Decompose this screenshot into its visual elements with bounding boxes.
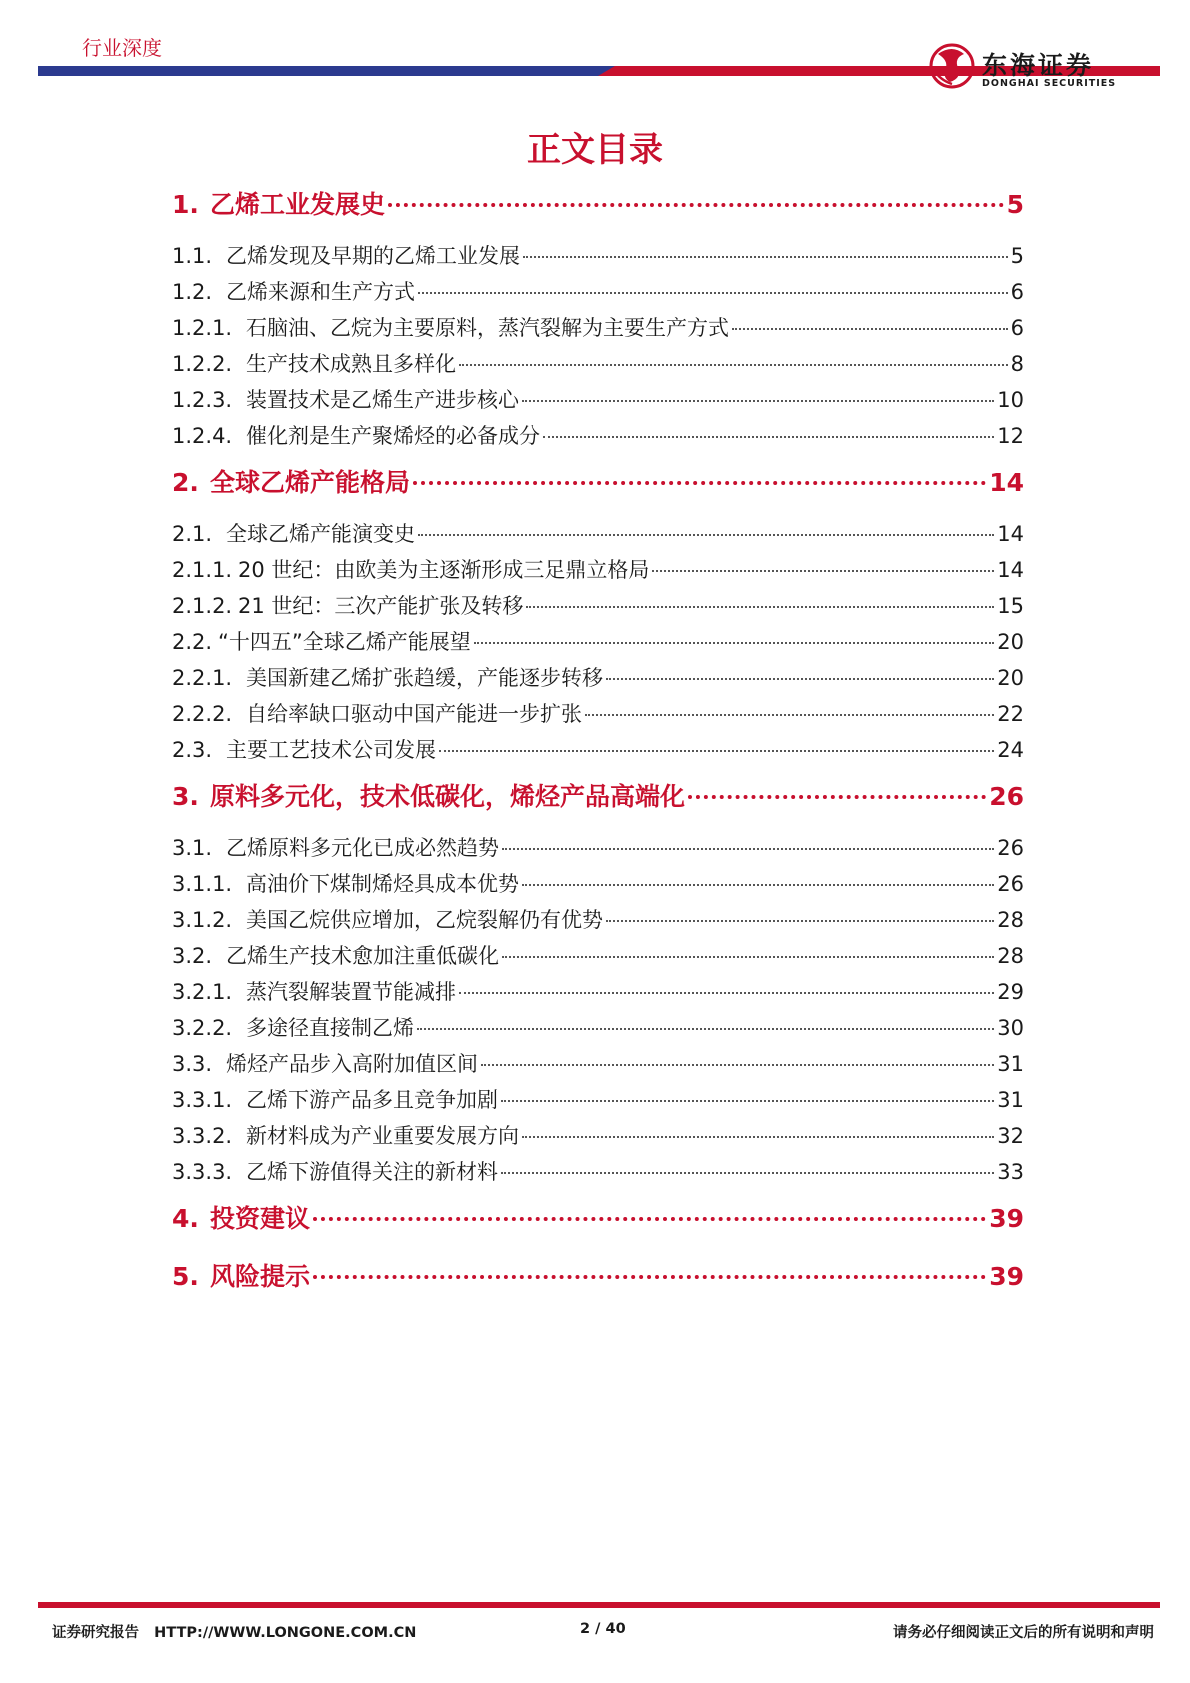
toc-leader: [313, 1275, 986, 1279]
toc-page: 6: [1010, 280, 1024, 304]
toc-label: 主要工艺技术公司发展: [226, 738, 436, 762]
toc-page: 10: [997, 388, 1024, 412]
toc-leader: [543, 436, 994, 438]
toc-label: 蒸汽裂解装置节能减排: [246, 980, 456, 1004]
toc-number: 3.3.3.: [172, 1160, 233, 1184]
toc-entry[interactable]: [172, 696, 1024, 732]
toc-leader: [501, 1172, 994, 1174]
toc-entry[interactable]: [172, 1082, 1024, 1118]
toc-number: 1.2.3.: [172, 388, 233, 412]
toc-label: 乙烯发现及早期的乙烯工业发展: [226, 244, 520, 268]
toc-label: 乙烯工业发展史: [210, 190, 386, 219]
toc-label: 乙烯下游产品多且竞争加剧: [246, 1088, 498, 1112]
toc-entry[interactable]: [172, 1154, 1024, 1190]
toc-leader: [522, 400, 994, 402]
toc-page: 28: [997, 908, 1024, 932]
toc-leader: [522, 884, 994, 886]
toc-leader: [501, 1100, 994, 1102]
toc-number: 3.2.2.: [172, 1016, 233, 1040]
toc-number: 2.1.2.: [172, 594, 233, 618]
toc-label: 全球乙烯产能演变史: [226, 522, 415, 546]
toc-label: 催化剂是生产聚烯烃的必备成分: [246, 424, 540, 448]
toc-number: 4.: [172, 1204, 199, 1233]
toc-page: 6: [1010, 316, 1024, 340]
toc-label: 新材料成为产业重要发展方向: [246, 1124, 519, 1148]
toc-label: 20 世纪：由欧美为主逐渐形成三足鼎立格局: [238, 558, 650, 582]
brand-name-cn: 东海证券: [982, 51, 1095, 80]
toc-page: 33: [997, 1160, 1024, 1184]
toc-leader: [388, 203, 1004, 207]
toc-number: 2.2.1.: [172, 666, 233, 690]
toc-label: 多途径直接制乙烯: [246, 1016, 414, 1040]
toc-entry[interactable]: [172, 660, 1024, 696]
toc-entry[interactable]: [172, 552, 1024, 588]
toc-page: 28: [997, 944, 1024, 968]
toc-page: 5: [1010, 244, 1024, 268]
toc-label: 美国新建乙烯扩张趋缓，产能逐步转移: [246, 666, 603, 690]
toc-page: 14: [989, 468, 1024, 497]
toc-page: 22: [997, 702, 1024, 726]
footer-disclaimer: 请务必仔细阅读正文后的所有说明和声明: [893, 1625, 1154, 1641]
toc-label: 自给率缺口驱动中国产能进一步扩张: [246, 702, 582, 726]
toc-entry[interactable]: [172, 1248, 1024, 1306]
toc-page: 31: [997, 1088, 1024, 1112]
toc-number: 1.2.2.: [172, 352, 233, 376]
toc-leader: [606, 920, 994, 922]
toc-leader: [652, 570, 994, 572]
toc-page: 26: [997, 836, 1024, 860]
toc-label: 乙烯下游值得关注的新材料: [246, 1160, 498, 1184]
toc-label: 乙烯生产技术愈加注重低碳化: [226, 944, 499, 968]
toc-entry[interactable]: [172, 624, 1024, 660]
toc-page: 31: [997, 1052, 1024, 1076]
toc-entry[interactable]: [172, 382, 1024, 418]
toc-entry[interactable]: [172, 938, 1024, 974]
table-of-contents: [172, 176, 1024, 1306]
toc-page: 32: [997, 1124, 1024, 1148]
toc-leader: [522, 1136, 994, 1138]
toc-entry[interactable]: [172, 1118, 1024, 1154]
toc-label: 高油价下煤制烯烃具成本优势: [246, 872, 519, 896]
toc-entry[interactable]: [172, 516, 1024, 552]
toc-entry[interactable]: [172, 588, 1024, 624]
toc-page: 5: [1006, 190, 1024, 219]
toc-label: 风险提示: [210, 1262, 311, 1291]
toc-entry[interactable]: [172, 1190, 1024, 1248]
toc-page: 14: [997, 522, 1024, 546]
toc-label: 乙烯原料多元化已成必然趋势: [226, 836, 499, 860]
toc-entry[interactable]: [172, 238, 1024, 274]
toc-number: 2.3.: [172, 738, 213, 762]
toc-page: 26: [997, 872, 1024, 896]
toc-entry[interactable]: [172, 732, 1024, 768]
report-type-label: 行业深度: [82, 36, 162, 60]
footer-bar: [38, 1602, 1160, 1608]
toc-number: 2.: [172, 468, 199, 497]
toc-number: 1.: [172, 190, 199, 219]
toc-number: 1.2.1.: [172, 316, 233, 340]
toc-number: 3.3.2.: [172, 1124, 233, 1148]
toc-leader: [459, 364, 1008, 366]
toc-leader: [526, 606, 994, 608]
toc-leader: [418, 292, 1008, 294]
toc-leader: [417, 1028, 994, 1030]
toc-leader: [439, 750, 994, 752]
toc-entry[interactable]: [172, 830, 1024, 866]
toc-page: 15: [997, 594, 1024, 618]
toc-number: 2.1.: [172, 522, 213, 546]
toc-leader: [313, 1217, 986, 1221]
toc-page: 24: [997, 738, 1024, 762]
footer-source: 证券研究报告 HTTP://WWW.LONGONE.COM.CN: [52, 1625, 417, 1641]
toc-number: 3.1.1.: [172, 872, 233, 896]
toc-entry[interactable]: [172, 454, 1024, 512]
toc-leader: [523, 256, 1008, 258]
brand-name-en: DONGHAI SECURITIES: [982, 78, 1117, 89]
toc-page: 20: [997, 630, 1024, 654]
toc-leader: [502, 956, 994, 958]
toc-leader: [502, 848, 994, 850]
toc-leader: [688, 795, 986, 799]
toc-label: 乙烯来源和生产方式: [226, 280, 415, 304]
toc-page: 39: [989, 1262, 1024, 1291]
toc-label: 原料多元化，技术低碳化，烯烃产品高端化: [210, 782, 686, 811]
toc-entry[interactable]: [172, 418, 1024, 454]
toc-entry[interactable]: [172, 176, 1024, 234]
toc-number: 3.2.1.: [172, 980, 233, 1004]
page-title: 正文目录: [527, 130, 663, 170]
footer-page-number: 2 / 40: [580, 1621, 626, 1637]
toc-label: 21 世纪：三次产能扩张及转移: [238, 594, 524, 618]
toc-page: 12: [997, 424, 1024, 448]
toc-number: 3.1.2.: [172, 908, 233, 932]
toc-label: “十四五”全球乙烯产能展望: [218, 630, 471, 654]
toc-entry[interactable]: [172, 310, 1024, 346]
toc-entry[interactable]: [172, 274, 1024, 310]
toc-entry[interactable]: [172, 1046, 1024, 1082]
toc-number: 3.1.: [172, 836, 213, 860]
toc-number: 3.2.: [172, 944, 213, 968]
toc-number: 1.2.: [172, 280, 213, 304]
toc-page: 39: [989, 1204, 1024, 1233]
toc-label: 生产技术成熟且多样化: [246, 352, 456, 376]
toc-entry[interactable]: [172, 974, 1024, 1010]
toc-number: 3.: [172, 782, 199, 811]
toc-label: 装置技术是乙烯生产进步核心: [246, 388, 519, 412]
toc-leader: [474, 642, 995, 644]
toc-entry[interactable]: [172, 346, 1024, 382]
toc-entry[interactable]: [172, 768, 1024, 826]
toc-label: 石脑油、乙烷为主要原料，蒸汽裂解为主要生产方式: [246, 316, 729, 340]
toc-number: 2.1.1.: [172, 558, 233, 582]
toc-page: 14: [997, 558, 1024, 582]
toc-leader: [732, 328, 1008, 330]
toc-page: 29: [997, 980, 1024, 1004]
toc-entry[interactable]: [172, 1010, 1024, 1046]
toc-page: 20: [997, 666, 1024, 690]
toc-number: 3.3.: [172, 1052, 213, 1076]
toc-leader: [585, 714, 994, 716]
toc-entry[interactable]: [172, 902, 1024, 938]
toc-number: 2.2.: [172, 630, 213, 654]
toc-number: 5.: [172, 1262, 199, 1291]
toc-label: 投资建议: [210, 1204, 311, 1233]
toc-leader: [481, 1064, 994, 1066]
toc-page: 26: [989, 782, 1024, 811]
toc-label: 烯烃产品步入高附加值区间: [226, 1052, 478, 1076]
toc-label: 全球乙烯产能格局: [210, 468, 411, 497]
toc-leader: [606, 678, 994, 680]
toc-page: 8: [1010, 352, 1024, 376]
toc-leader: [418, 534, 994, 536]
header-bar-blue: [38, 66, 678, 76]
toc-number: 1.2.4.: [172, 424, 233, 448]
toc-label: 美国乙烷供应增加，乙烷裂解仍有优势: [246, 908, 603, 932]
toc-page: 30: [997, 1016, 1024, 1040]
toc-leader: [413, 481, 986, 485]
toc-entry[interactable]: [172, 866, 1024, 902]
toc-number: 2.2.2.: [172, 702, 233, 726]
toc-number: 1.1.: [172, 244, 213, 268]
toc-leader: [459, 992, 994, 994]
toc-number: 3.3.1.: [172, 1088, 233, 1112]
